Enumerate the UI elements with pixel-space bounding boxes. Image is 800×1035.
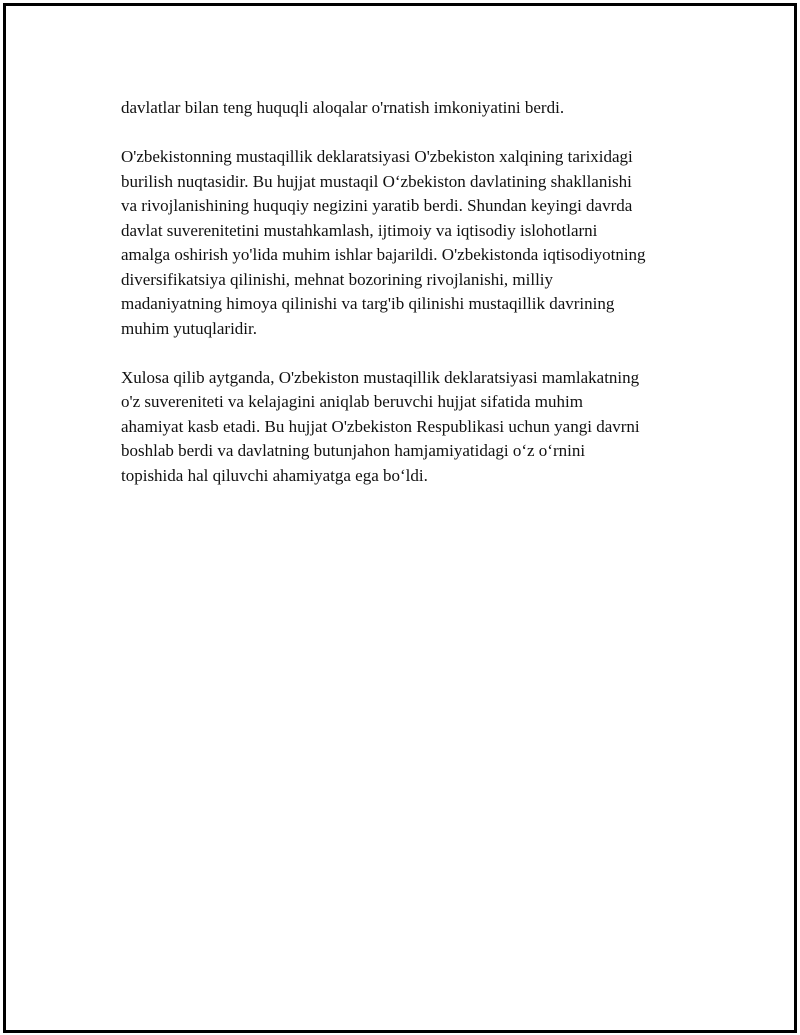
text-line: ahamiyat kasb etadi. Bu hujjat O'zbekiston Respublikasi uchun yangi davrni	[121, 416, 640, 436]
paragraph-1	[121, 96, 696, 121]
document-page	[3, 3, 797, 1033]
text-line: o'z suvereniteti va kelajagini aniqlab beruvchi hujjat sifatida muhim	[121, 392, 583, 411]
text-line: davlatlar bilan teng huquqli aloqalar o'rnatish imkoniyatini berdi.	[121, 98, 565, 117]
text-line: diversifikatsiya qilinishi, mehnat bozorining rivojlanishi, milliy	[121, 269, 554, 289]
text-line: va rivojlanishining huquqiy negizini yaratib berdi. Shundan keyingi davrda	[121, 196, 633, 215]
paragraph-3	[121, 366, 696, 489]
document-body	[121, 96, 696, 513]
text-line: burilish nuqtasidir. Bu hujjat mustaqil O‘zbekiston davlatining shakllanishi	[121, 171, 632, 191]
text-line: topishida hal qiluvchi ahamiyatga ega bo‘ldi.	[121, 465, 428, 485]
paragraph-2	[121, 145, 696, 341]
text-line: Xulosa qilib aytganda, O'zbekiston mustaqillik deklaratsiyasi mamlakatning	[121, 367, 640, 387]
text-line: O'zbekistonning mustaqillik deklaratsiyasi O'zbekiston xalqining tarixidagi	[121, 147, 633, 166]
text-line: boshlab berdi va davlatning butunjahon hamjamiyatidagi o‘z o‘rnini	[121, 441, 586, 460]
text-line: davlat suverenitetini mustahkamlash, ijtimoiy va iqtisodiy islohotlarni	[121, 220, 598, 240]
text-line: muhim yutuqlaridir.	[121, 318, 257, 338]
text-line: amalga oshirish yo'lida muhim ishlar bajarildi. O'zbekistonda iqtisodiyotning	[121, 245, 646, 264]
text-line: madaniyatning himoya qilinishi va targ'ib qilinishi mustaqillik davrining	[121, 294, 615, 313]
